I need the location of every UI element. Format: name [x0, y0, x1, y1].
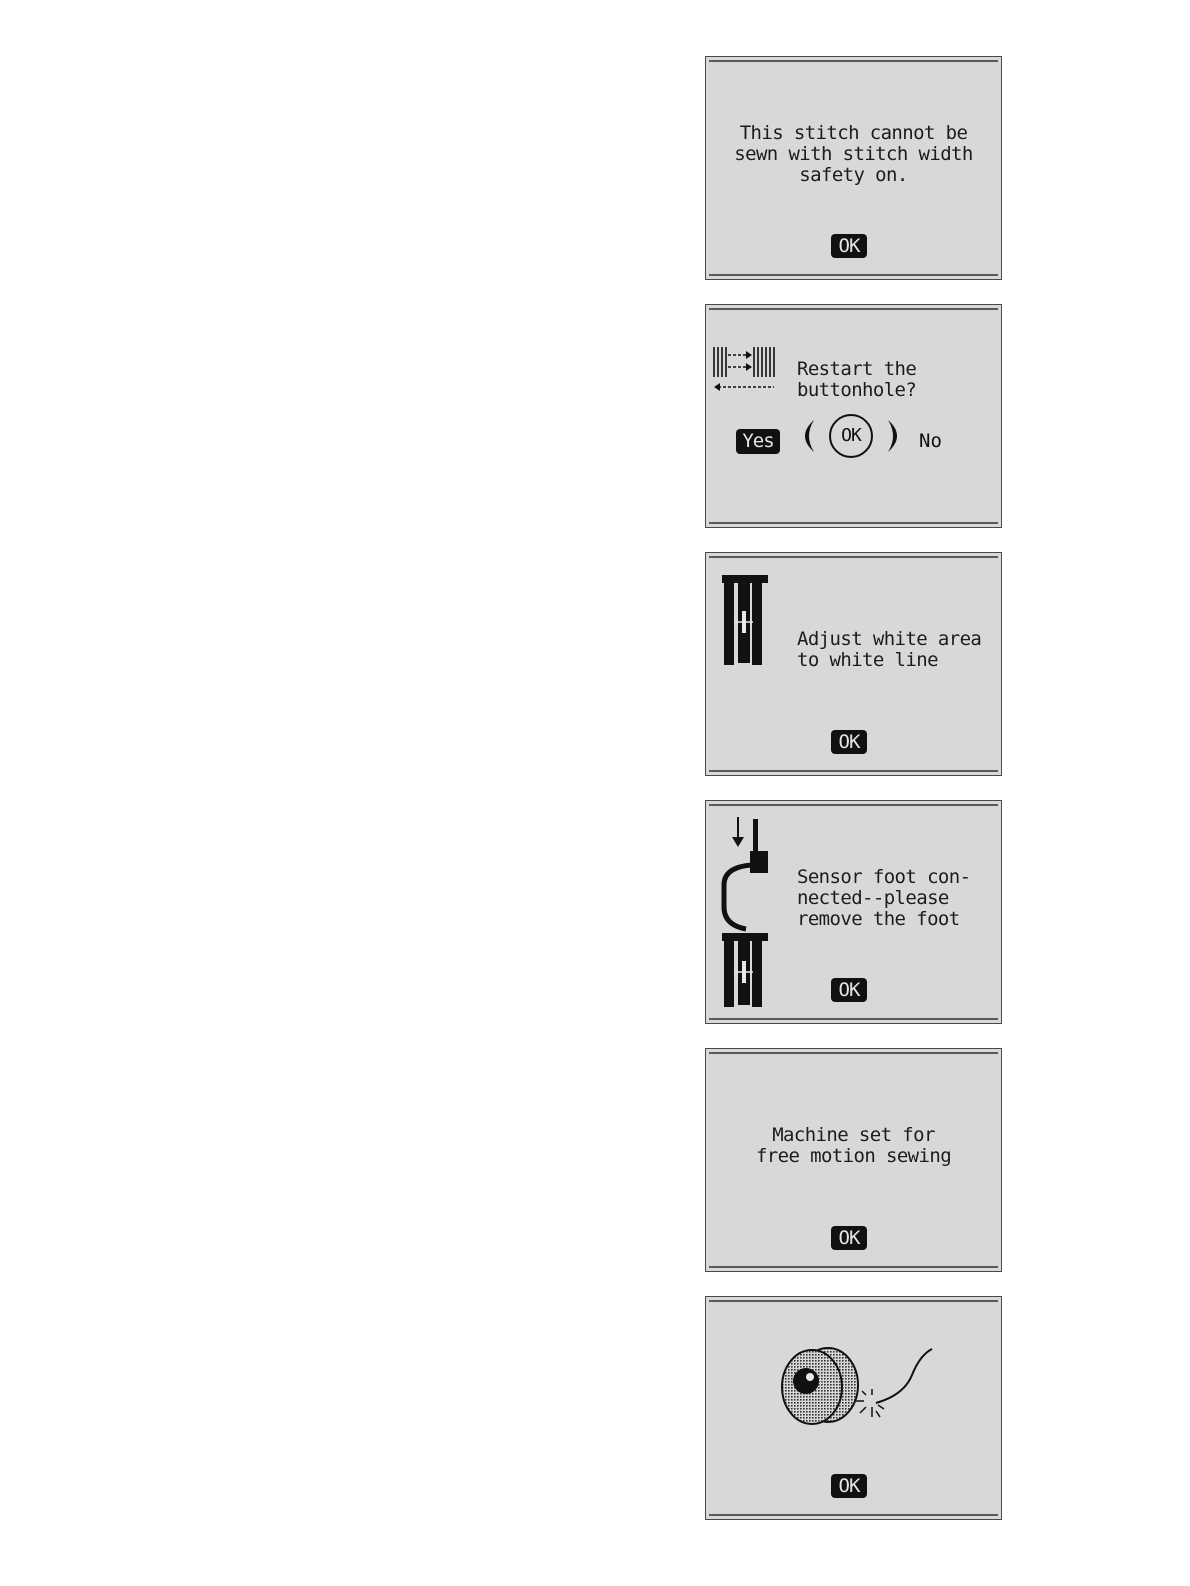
sensor-foot-icon	[722, 575, 768, 667]
yes-button[interactable]: Yes	[736, 429, 780, 454]
message-screen-sensor-foot-connected	[705, 800, 1002, 1024]
sensor-foot-cable-icon	[712, 815, 774, 1015]
ok-button[interactable]: OK	[831, 1226, 867, 1250]
chevron-right-icon[interactable]	[884, 419, 908, 453]
message-screen-bobbin-thread	[705, 1296, 1002, 1520]
buttonhole-icon	[712, 343, 776, 393]
message-screen-free-motion-sewing	[705, 1048, 1002, 1272]
message-screen-restart-buttonhole	[705, 304, 1002, 528]
ok-button[interactable]: OK	[831, 730, 867, 754]
ok-button[interactable]: OK	[831, 1474, 867, 1498]
no-label[interactable]: No	[919, 430, 942, 452]
message-text: Sensor foot con- nected--please remove the foot	[797, 866, 971, 930]
message-text: Machine set for free motion sewing	[755, 1124, 952, 1167]
message-text: Adjust white area to white line	[797, 628, 982, 671]
ok-button[interactable]: OK	[831, 234, 867, 258]
ok-dial-button[interactable]: OK	[829, 414, 873, 458]
chevron-left-icon[interactable]	[794, 419, 818, 453]
ok-button[interactable]: OK	[831, 978, 867, 1002]
message-text: This stitch cannot be sewn with stitch width safety on.	[734, 122, 973, 186]
message-screen-adjust-white-area	[705, 552, 1002, 776]
bobbin-thread-icon	[770, 1345, 940, 1433]
message-text: Restart the buttonhole?	[797, 358, 917, 401]
message-screen-stitch-width-safety	[705, 56, 1002, 280]
